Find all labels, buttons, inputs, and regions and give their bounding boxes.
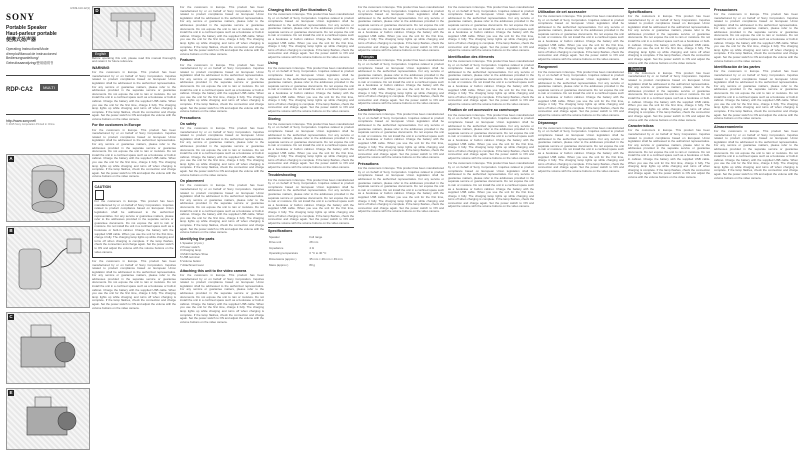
table-row: Drive unit 28 mm — [269, 240, 319, 245]
body-text: For the customers in Europe. This product has been manufactured by or on behalf of Sony Corporation. Inquiries related to product compliance based on European Union legislation shall be addressed to the authorized representative. For any service or guarantee matters, please refer to the addresses provided in the separate service or guarantee documents. Do not expose the unit to rain or moisture. Do not install the unit in a confined space such as a bookcase or built-in cabinet. Charge the battery with the supplied USB cable. When you use the unit for the first time, charge it fully. The charging lamp lights up while charging and turns off when charging is complete. If the lamp flashes, check the connection and charge again. Set the power switch to ON and adjust the volume with the volume buttons on the video camera. — [358, 6, 444, 53]
english-column-3 — [268, 6, 354, 450]
body-text: For the customers in Europe. This product has been manufactured by or on behalf of Sony Corporation. Inquiries related to product compliance based on European Union legislation shall be addressed to the authorized representative. For any service or guarantee matters, please refer to the addresses provided in the separate service or guarantee documents. Do not expose the unit to rain or moisture. Do not install the unit in a confined space such as a bookcase or built-in cabinet. Charge the battery with the supplied USB cable. When you use the unit for the first time, charge it fully. The charging lamp lights up while charging and turns off when charging is complete. If the lamp flashes, check the connection and charge again. Set the power switch to ON and adjust the volume with the volume buttons on the video camera. — [538, 13, 624, 62]
sony-logo: SONY — [6, 12, 36, 22]
french-column-2 — [448, 6, 534, 450]
body-text: For the customers in Europe. This product has been manufactured by or on behalf of Sony Corporation. Inquiries related to product compliance based on European Union legislation shall be addressed to the authorized representative. For any service or guarantee matters, please refer to the addresses provided in the separate service or guarantee documents. Do not expose the unit to rain or moisture. Do not install the unit in a confined space such as a bookcase or built-in cabinet. Charge the battery with the supplied USB cable. When you use the unit for the first time, charge it fully. The charging lamp lights up while charging and turns off when charging is complete. If the lamp flashes, check the connection and charge again. Set the power switch to ON and adjust the volume with the volume buttons on the video camera. — [268, 121, 354, 169]
intro-text: Before operating this unit, please read this manual thoroughly and retain it for future reference. — [92, 55, 176, 64]
illustration-d — [92, 6, 174, 50]
features-heading: Features — [180, 58, 195, 63]
product-title-en: Portable Speaker — [6, 25, 47, 31]
fr-identification-heading: Identification des éléments — [448, 54, 495, 59]
illustration-b — [6, 226, 90, 308]
french-column-1 — [358, 6, 444, 450]
fr-caracteristiques-heading: Caractéristiques — [358, 107, 387, 112]
on-placement-heading: On placement — [180, 179, 204, 184]
figure-label-e: E — [9, 390, 13, 395]
english-column-1 — [92, 52, 176, 450]
part-4: 4 Multi Interface Shoe — [180, 251, 209, 256]
precautions-heading: Precautions — [180, 115, 201, 120]
es-precauciones-heading: Precauciones — [714, 7, 738, 12]
on-safety-heading: On safety — [180, 121, 197, 126]
using-heading: Using — [268, 61, 278, 66]
figure-label-a: A — [9, 156, 13, 161]
fr-depannage-heading: Dépannage — [538, 119, 624, 125]
body-text: For the customers in Europe. This product has been manufactured by or on behalf of Sony Corporation. Inquiries related to product compliance based on European Union legislation shall be addressed to the authorized representative. For any service or guarantee matters, please refer to the addresses provided in the separate service or guarantee documents. Do not expose the unit to rain or moisture. Do not install the unit in a confined space such as a bookcase or built-in cabinet. Charge the battery with the supplied USB cable. When you use the unit for the first time, charge it fully. The charging lamp lights up while charging and turns off when charging is complete. If the lamp flashes, check the connection and charge again. Set the power switch to ON and adjust the volume with the volume buttons on the video camera. — [92, 127, 176, 179]
body-text: For the customers in Europe. This product has been manufactured by or on behalf of Sony Corporation. Inquiries related to product compliance based on European Union legislation shall be addressed to the authorized representative. For any service or guarantee matters, please refer to the addresses provided in the separate service or guarantee documents. Do not expose the unit to rain or moisture. Do not install the unit in a confined space such as a bookcase or built-in cabinet. Charge the battery with the supplied USB cable. When you use the unit for the first time, charge it fully. The charging lamp lights up while charging and turns off when charging is complete. If the lamp flashes, check the connection and charge again. Set the power switch to ON and adjust the volume with the volume buttons on the video camera. — [538, 69, 624, 117]
figure-label-b: B — [9, 228, 13, 233]
table-row: Dimensions (approx.) 35 mm × 49 mm × 49 mm — [269, 256, 343, 261]
body-text: For the customers in Europe. This product has been manufactured by or on behalf of Sony Corporation. Inquiries related to product compliance based on European Union legislation shall be addressed to the authorized representative. For any service or guarantee matters, please refer to the addresses provided in the separate service or guarantee documents. Do not expose the unit to rain or moisture. Do not install the unit in a confined space such as a bookcase or built-in cabinet. Charge the battery with the supplied USB cable. When you use the unit for the first time, charge it fully. The charging lamp lights up while charging and turns off when charging is complete. If the lamp flashes, check the connection and charge again. Set the power switch to ON and adjust the volume with the volume buttons on the video camera. — [628, 128, 710, 180]
troubleshooting-heading: Troubleshooting — [268, 171, 354, 177]
fr-precautions-heading: Précautions — [358, 161, 379, 166]
specifications-heading: Specifications — [268, 227, 354, 233]
fr-fixation-heading: Fixation de cet accessoire au caméscope — [448, 108, 519, 113]
body-text: For the customers in Europe. This product has been manufactured by or on behalf of Sony Corporation. Inquiries related to product compliance based on European Union legislation shall be addressed to the authorized representative. For any service or guarantee matters, please refer to the addresses provided in the separate service or guarantee documents. Do not expose the unit to rain or moisture. Do not install the unit in a confined space such as a bookcase or built-in cabinet. Charge the battery with the supplied USB cable. When you use the unit for the first time, charge it fully. The charging lamp lights up while charging and turns off when charging is complete. If the lamp flashes, check the connection and charge again. Set the power switch to ON and adjust the volume with the volume buttons on the video camera. — [714, 128, 798, 180]
manual-line-3: Bedienungsanleitung/ — [6, 56, 39, 61]
part-6: 6 Volume button — [180, 258, 201, 263]
spanish-column — [714, 6, 798, 450]
body-text: For the customers in Europe. This product has been manufactured by or on behalf of Sony Corporation. Inquiries related to product compliance based on European Union legislation shall be addressed to the authorized representative. For any service or guarantee matters, please refer to the addresses provided in the separate service or guarantee documents. Do not expose the unit to rain or moisture. Do not install the unit in a confined space such as a bookcase or built-in cabinet. Charge the battery with the supplied USB cable. When you use the unit for the first time, charge it fully. The charging lamp lights up while charging and turns off when charging is complete. If the lamp flashes, check the connection and charge again. Set the power switch to ON and adjust the volume with the volume buttons on the video camera. — [448, 6, 534, 53]
table-row: Speaker Full range — [269, 234, 323, 239]
speaker-drawing — [7, 155, 89, 221]
table-row: Impedance 4 Ω — [269, 245, 314, 250]
body-text: For the customers in Europe. This product has been manufactured by or on behalf of Sony Corporation. Inquiries related to product compliance based on European Union legislation shall be addressed to the authorized representative. For any service or guarantee matters, please refer to the addresses provided in the separate service or guarantee documents. Do not expose the unit to rain or moisture. Do not install the unit in a confined space such as a bookcase or built-in cabinet. Charge the battery with the supplied USB cable. When you use the unit for the first time, charge it fully. The charging lamp lights up while charging and turns off when charging is complete. If the lamp flashes, check the connection and charge again. Set the power switch to ON and adjust the volume with the volume buttons on the video camera. — [180, 183, 264, 235]
body-text: For the customers in Europe. This product has been manufactured by or on behalf of Sony Corporation. Inquiries related to product compliance based on European Union legislation shall be addressed to the authorized representative. For any service or guarantee matters, please refer to the addresses provided in the separate service or guarantee documents. Do not expose the unit to rain or moisture. Do not install the unit in a confined space such as a bookcase or built-in cabinet. Charge the battery with the supplied USB cable. When you use the unit for the first time, charge it fully. The charging lamp lights up while charging and turns off when charging is complete. If the lamp flashes, check the connection and charge again. Set the power switch to ON and adjust the volume with the volume buttons on the video camera. — [628, 70, 710, 122]
cover-column — [6, 6, 90, 450]
caution-box — [92, 181, 176, 259]
body-text: For the customers in Europe. This product has been manufactured by or on behalf of Sony Corporation. Inquiries related to product compliance based on European Union legislation shall be addressed to the authorized representative. For any service or guarantee matters, please refer to the addresses provided in the separate service or guarantee documents. Do not expose the unit to rain or moisture. Do not install the unit in a confined space such as a bookcase or built-in cabinet. Charge the battery with the supplied USB cable. When you use the unit for the first time, charge it fully. The charging lamp lights up while charging and turns off when charging is complete. If the lamp flashes, check the connection and charge again. Set the power switch to ON and adjust the volume with the volume buttons on the video camera. — [714, 11, 798, 63]
body-text: For the customers in Europe. This product has been manufactured by or on behalf of Sony Corporation. Inquiries related to product compliance based on European Union legislation shall be addressed to the authorized representative. For any service or guarantee matters, please refer to the addresses provided in the separate service or guarantee documents. Do not expose the unit to rain or moisture. Do not install the unit in a confined space such as a bookcase or built-in cabinet. Charge the battery with the supplied USB cable. When you use the unit for the first time, charge it fully. The charging lamp lights up while charging and turns off when charging is complete. If the lamp flashes, check the connection and charge again. Set the power switch to ON and adjust the volume with the volume buttons on the video camera. — [358, 58, 444, 106]
es-caracteristicas-heading: Características — [628, 123, 654, 128]
manual-line-1: Operating Instructions/Mode — [6, 47, 49, 51]
es-almacenamiento-heading: Almacenamiento — [714, 123, 798, 129]
body-text: For the customers in Europe. This product has been manufactured by or on behalf of Sony Corporation. Inquiries related to product compliance based on European Union legislation shall be addressed to the authorized representative. For any service or guarantee matters, please refer to the addresses provided in the separate service or guarantee documents. Do not expose the unit to rain or moisture. Do not install the unit in a confined space such as a bookcase or built-in cabinet. Charge the battery with the supplied USB cable. When you use the unit for the first time, charge it fully. The charging lamp lights up while charging and turns off when charging is complete. If the lamp flashes, check the connection and charge again. Set the power switch to ON and adjust the volume with the volume buttons on the video camera. — [358, 166, 444, 214]
customers-eu-heading: For the customers in Europe — [92, 123, 141, 128]
caution-heading: CAUTION — [94, 184, 111, 189]
body-text: For the customers in Europe. This product has been manufactured by or on behalf of Sony Corporation. Inquiries related to product compliance based on European Union legislation shall be addressed to the authorized representative. For any service or guarantee matters, please refer to the addresses provided in the separate service or guarantee documents. Do not expose the unit to rain or moisture. Do not install the unit in a confined space such as a bookcase or built-in cabinet. Charge the battery with the supplied USB cable. When you use the unit for the first time, charge it fully. The charging lamp lights up while charging and turns off when charging is complete. If the lamp flashes, check the connection and charge again. Set the power switch to ON and adjust the volume with the volume buttons on the video camera. — [448, 112, 534, 160]
fr-utilisation-heading: Utilisation de cet accessoire — [538, 8, 624, 14]
body-text: For the customers in Europe. This product has been manufactured by or on behalf of Sony Corporation. Inquiries related to product compliance based on European Union legislation shall be addressed to the authorized representative. For any service or guarantee matters, please refer to the addresses provided in the separate service or guarantee documents. Do not expose the unit to rain or moisture. Do not install the unit in a confined space such as a bookcase or built-in cabinet. Charge the battery with the supplied USB cable. When you use the unit for the first time, charge it fully. The charging lamp lights up while charging and turns off when charging is complete. If the lamp flashes, check the connection and charge again. Set the power switch to ON and adjust the volume with the volume buttons on the video camera. — [94, 199, 174, 254]
table-row: Mass (approx.) 80 g — [269, 262, 316, 267]
manual-line-2: d'emploi/Manual de instrucciones/ — [6, 51, 57, 56]
part-number: 4-549-113-12(1) — [69, 6, 90, 10]
model-number: RDP-CA2 — [6, 87, 33, 94]
illustration-a — [6, 154, 90, 222]
body-text: For the customers in Europe. This product has been manufactured by or on behalf of Sony Corporation. Inquiries related to product compliance based on European Union legislation shall be addressed to the authorized representative. For any service or guarantee matters, please refer to the addresses provided in the separate service or guarantee documents. Do not expose the unit to rain or moisture. Do not install the unit in a confined space such as a bookcase or built-in cabinet. Charge the battery with the supplied USB cable. When you use the unit for the first time, charge it fully. The charging lamp lights up while charging and turns off when charging is complete. If the lamp flashes, check the connection and charge again. Set the power switch to ON and adjust the volume with the volume buttons on the video camera. — [92, 258, 176, 310]
body-text: For the customers in Europe. This product has been manufactured by or on behalf of Sony Corporation. Inquiries related to product compliance based on European Union legislation shall be addressed to the authorized representative. For any service or guarantee matters, please refer to the addresses provided in the separate service or guarantee documents. Do not expose the unit to rain or moisture. Do not install the unit in a confined space such as a bookcase or built-in cabinet. Charge the battery with the supplied USB cable. When you use the unit for the first time, charge it fully. The charging lamp lights up while charging and turns off when charging is complete. If the lamp flashes, check the connection and charge again. Set the power switch to ON and adjust the volume with the volume buttons on the video camera. — [628, 13, 710, 65]
french-column-3 — [538, 6, 624, 450]
figure-label-d: D — [95, 8, 99, 13]
body-text: For the customers in Europe. This product has been manufactured by or on behalf of Sony Corporation. Inquiries related to product compliance based on European Union legislation shall be addressed to the authorized representative. For any service or guarantee matters, please refer to the addresses provided in the separate service or guarantee documents. Do not expose the unit to rain or moisture. Do not install the unit in a confined space such as a bookcase or built-in cabinet. Charge the battery with the supplied USB cable. When you use the unit for the first time, charge it fully. The charging lamp lights up while charging and turns off when charging is complete. If the lamp flashes, check the connection and charge again. Set the power switch to ON and adjust the volume with the volume buttons on the video camera. — [180, 273, 264, 324]
camera-with-speaker-drawing — [7, 389, 89, 449]
fr-specifications-heading: Spécifications — [628, 8, 710, 14]
illustration-e — [6, 388, 90, 450]
body-text: For the customers in Europe. This product has been manufactured by or on behalf of Sony Corporation. Inquiries related to product compliance based on European Union legislation shall be addressed to the authorized representative. For any service or guarantee matters, please refer to the addresses provided in the separate service or guarantee documents. Do not expose the unit to rain or moisture. Do not install the unit in a confined space such as a bookcase or built-in cabinet. Charge the battery with the supplied USB cable. When you use the unit for the first time, charge it fully. The charging lamp lights up while charging and turns off when charging is complete. If the lamp flashes, check the connection and charge again. Set the power switch to ON and adjust the volume with the volume buttons on the video camera. — [180, 6, 264, 56]
body-text: For the customers in Europe. This product has been manufactured by or on behalf of Sony Corporation. Inquiries related to product compliance based on European Union legislation shall be addressed to the authorized representative. For any service or guarantee matters, please refer to the addresses provided in the separate service or guarantee documents. Do not expose the unit to rain or moisture. Do not install the unit in a confined space such as a bookcase or built-in cabinet. Charge the battery with the supplied USB cable. When you use the unit for the first time, charge it fully. The charging lamp lights up while charging and turns off when charging is complete. If the lamp flashes, check the connection and charge again. Set the power switch to ON and adjust the volume with the volume buttons on the video camera. — [538, 125, 624, 173]
sony-url: http://www.sony.net/ — [6, 119, 37, 124]
body-text: For the customers in Europe. This product has been manufactured by or on behalf of Sony Corporation. Inquiries related to product compliance based on European Union legislation shall be addressed to the authorized representative. For any service or guarantee matters, please refer to the addresses provided in the separate service or guarantee documents. Do not expose the unit to rain or moisture. Do not install the unit in a confined space such as a bookcase or built-in cabinet. Charge the battery with the supplied USB cable. When you use the unit for the first time, charge it fully. The charging lamp lights up while charging and turns off when charging is complete. If the lamp flashes, check the connection and charge again. Set the power switch to ON and adjust the volume with the volume buttons on the video camera. — [180, 62, 264, 114]
product-title-cn: 便携式扬声器 — [6, 37, 37, 43]
identifying-heading: Identifying the parts — [180, 236, 215, 241]
es-identificacion-heading: Identificación de las partes — [714, 65, 761, 70]
parts-drawing — [93, 7, 173, 49]
part-7: 7 Attachment lever — [180, 262, 204, 267]
illustration-c — [6, 312, 90, 384]
copyright: © 2015 Sony Corporation Printed in China — [6, 123, 55, 127]
manual-line-4: Gebruiksaanwijzing/使用说明书 — [6, 60, 54, 65]
language-tab-english: English — [92, 52, 109, 57]
storing-heading: Storing — [268, 115, 354, 121]
charging-heading: Charging this unit (See Illustration C) — [268, 7, 332, 12]
body-text: For the customers in Europe. This product has been manufactured by or on behalf of Sony Corporation. Inquiries related to product compliance based on European Union legislation shall be addressed to the authorized representative. For any service or guarantee matters, please refer to the addresses provided in the separate service or guarantee documents. Do not expose the unit to rain or moisture. Do not install the unit in a confined space such as a bookcase or built-in cabinet. Charge the battery with the supplied USB cable. When you use the unit for the first time, charge it fully. The charging lamp lights up while charging and turns off when charging is complete. If the lamp flashes, check the connection and charge again. Set the power switch to ON and adjust the volume with the volume buttons on the video camera. — [448, 161, 534, 209]
part-2: 2 Power switch — [180, 244, 200, 249]
part-3: 3 Charging lamp — [180, 248, 202, 253]
body-text: For the customers in Europe. This product has been manufactured by or on behalf of Sony Corporation. Inquiries related to product compliance based on European Union legislation shall be addressed to the authorized representative. For any service or guarantee matters, please refer to the addresses provided in the separate service or guarantee documents. Do not expose the unit to rain or moisture. Do not install the unit in a confined space such as a bookcase or built-in cabinet. Charge the battery with the supplied USB cable. When you use the unit for the first time, charge it fully. The charging lamp lights up while charging and turns off when charging is complete. If the lamp flashes, check the connection and charge again. Set the power switch to ON and adjust the volume with the volume buttons on the video camera. — [268, 65, 354, 113]
product-title-fr: Haut-parleur portable — [6, 31, 57, 37]
language-tab-francais: Français — [358, 55, 377, 60]
figure-label-c: C — [9, 314, 13, 319]
attaching-heading: Attaching this unit to the video camera — [180, 268, 247, 273]
table-row: Operating temperature 0 °C to 40 °C — [269, 251, 327, 256]
spec-table — [268, 235, 354, 269]
body-text: For the customers in Europe. This product has been manufactured by or on behalf of Sony Corporation. Inquiries related to product compliance based on European Union legislation shall be addressed to the authorized representative. For any service or guarantee matters, please refer to the addresses provided in the separate service or guarantee documents. Do not expose the unit to rain or moisture. Do not install the unit in a confined space such as a bookcase or built-in cabinet. Charge the battery with the supplied USB cable. When you use the unit for the first time, charge it fully. The charging lamp lights up while charging and turns off when charging is complete. If the lamp flashes, check the connection and charge again. Set the power switch to ON and adjust the volume with the volume buttons on the video camera. — [268, 11, 354, 60]
english-column-2 — [180, 6, 264, 450]
french-column-4 — [628, 6, 710, 450]
usb-charging-drawing — [7, 227, 89, 307]
language-tab-espanol: Español — [628, 67, 646, 72]
body-text: For the customers in Europe. This product has been manufactured by or on behalf of Sony Corporation. Inquiries related to product compliance based on European Union legislation shall be addressed to the authorized representative. For any service or guarantee matters, please refer to the addresses provided in the separate service or guarantee documents. Do not expose the unit to rain or moisture. Do not install the unit in a confined space such as a bookcase or built-in cabinet. Charge the battery with the supplied USB cable. When you use the unit for the first time, charge it fully. The charging lamp lights up while charging and turns off when charging is complete. If the lamp flashes, check the connection and charge again. Set the power switch to ON and adjust the volume with the volume buttons on the video camera. — [358, 112, 444, 160]
body-text: For the customers in Europe. This product has been manufactured by or on behalf of Sony Corporation. Inquiries related to product compliance based on European Union legislation shall be addressed to the authorized representative. For any service or guarantee matters, please refer to the addresses provided in the separate service or guarantee documents. Do not expose the unit to rain or moisture. Do not install the unit in a confined space such as a bookcase or built-in cabinet. Charge the battery with the supplied USB cable. When you use the unit for the first time, charge it fully. The charging lamp lights up while charging and turns off when charging is complete. If the lamp flashes, check the connection and charge again. Set the power switch to ON and adjust the volume with the volume buttons on the video camera. — [92, 70, 176, 121]
body-text: For the customers in Europe. This product has been manufactured by or on behalf of Sony Corporation. Inquiries related to product compliance based on European Union legislation shall be addressed to the authorized representative. For any service or guarantee matters, please refer to the addresses provided in the separate service or guarantee documents. Do not expose the unit to rain or moisture. Do not install the unit in a confined space such as a bookcase or built-in cabinet. Charge the battery with the supplied USB cable. When you use the unit for the first time, charge it fully. The charging lamp lights up while charging and turns off when charging is complete. If the lamp flashes, check the connection and charge again. Set the power switch to ON and adjust the volume with the volume buttons on the video camera. — [268, 177, 354, 225]
fr-rangement-heading: Rangement — [538, 63, 624, 69]
multi-badge: MULTI — [40, 84, 58, 91]
body-text: For the customers in Europe. This product has been manufactured by or on behalf of Sony Corporation. Inquiries related to product compliance based on European Union legislation shall be addressed to the authorized representative. For any service or guarantee matters, please refer to the addresses provided in the separate service or guarantee documents. Do not expose the unit to rain or moisture. Do not install the unit in a confined space such as a bookcase or built-in cabinet. Charge the battery with the supplied USB cable. When you use the unit for the first time, charge it fully. The charging lamp lights up while charging and turns off when charging is complete. If the lamp flashes, check the connection and charge again. Set the power switch to ON and adjust the volume with the volume buttons on the video camera. — [448, 58, 534, 107]
body-text: For the customers in Europe. This product has been manufactured by or on behalf of Sony Corporation. Inquiries related to product compliance based on European Union legislation shall be addressed to the authorized representative. For any service or guarantee matters, please refer to the addresses provided in the separate service or guarantee documents. Do not expose the unit to rain or moisture. Do not install the unit in a confined space such as a bookcase or built-in cabinet. Charge the battery with the supplied USB cable. When you use the unit for the first time, charge it fully. The charging lamp lights up while charging and turns off when charging is complete. If the lamp flashes, check the connection and charge again. Set the power switch to ON and adjust the volume with the volume buttons on the video camera. — [180, 125, 264, 177]
part-5: 5 USB terminal — [180, 255, 200, 260]
body-text: For the customers in Europe. This product has been manufactured by or on behalf of Sony Corporation. Inquiries related to product compliance based on European Union legislation shall be addressed to the authorized representative. For any service or guarantee matters, please refer to the addresses provided in the separate service or guarantee documents. Do not expose the unit to rain or moisture. Do not install the unit in a confined space such as a bookcase or built-in cabinet. Charge the battery with the supplied USB cable. When you use the unit for the first time, charge it fully. The charging lamp lights up while charging and turns off when charging is complete. If the lamp flashes, check the connection and charge again. Set the power switch to ON and adjust the volume with the volume buttons on the video camera. — [714, 69, 798, 121]
warning-heading: WARNING — [92, 65, 110, 70]
camera-attach-drawing — [7, 313, 89, 383]
part-1: 1 Speaker (2 pcs.) — [180, 240, 204, 245]
